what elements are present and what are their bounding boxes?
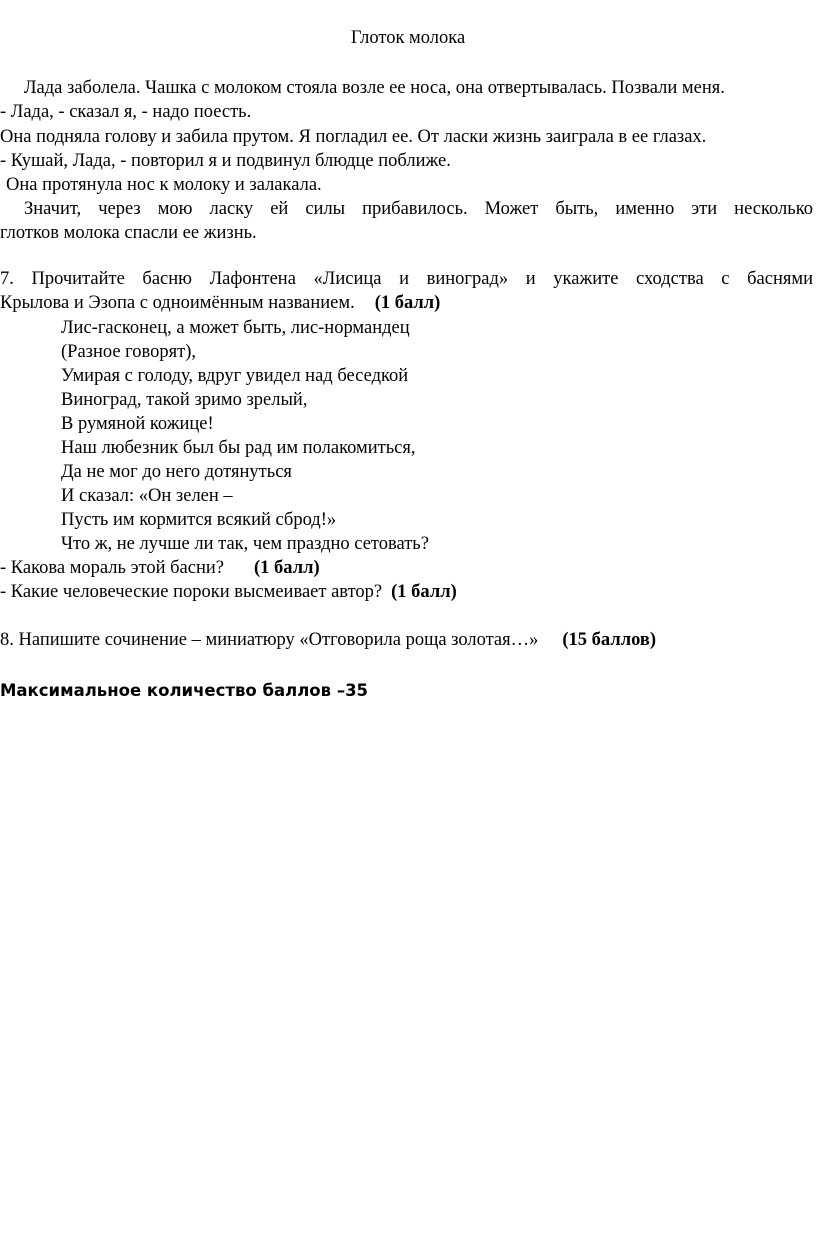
story-line-4: - Кушай, Лада, - повторил я и подвинул блюдце поближе.: [0, 151, 451, 171]
story-line-7: глотков молока спасли ее жизнь.: [0, 223, 257, 243]
question-1: [0, 557, 816, 579]
story-line-1: Лада заболела. Чашка с молоком стояла возле ее носа, она отвертывалась. Позвали меня.: [24, 78, 725, 98]
story-line-6: Значит, через мою ласку ей силы прибавилось. Может быть, именно эти несколько: [24, 199, 813, 219]
story-line-5: Она протянула нос к молоку и залакала.: [6, 175, 322, 195]
task8: [0, 629, 816, 651]
poem-line-4: Виноград, такой зримо зрелый,: [61, 390, 308, 410]
poem-line-6: Наш любезник был бы рад им полакомиться,: [61, 438, 416, 458]
poem-line-9: Пусть им кормится всякий сброд!»: [61, 510, 337, 530]
max-score: Максимальное количество баллов –35: [0, 681, 369, 700]
task8-points: (15 баллов): [562, 630, 657, 650]
poem-line-8: И сказал: «Он зелен –: [61, 486, 233, 506]
poem-line-1: Лис-гасконец, а может быть, лис-нормандец: [61, 318, 410, 338]
task7-line-1: 7. Прочитайте басню Лафонтена «Лисица и виноград» и укажите сходства с баснями: [0, 269, 813, 289]
question-1-text: - Какова мораль этой басни?: [0, 558, 224, 578]
story-line-2: - Лада, - сказал я, - надо поесть.: [0, 102, 252, 122]
poem-line-10: Что ж, не лучше ли так, чем праздно сетовать?: [61, 534, 429, 554]
question-2-text: - Какие человеческие пороки высмеивает автор?: [0, 582, 383, 602]
poem-line-2: (Разное говорят),: [61, 342, 197, 362]
task7-line-2-text: Крылова и Эзопа с одноимённым названием.: [0, 293, 355, 313]
task8-text: 8. Напишите сочинение – миниатюру «Отговорила роща золотая…»: [0, 630, 539, 650]
question-2: [0, 581, 816, 603]
question-1-points: (1 балл): [254, 558, 320, 578]
question-2-points: (1 балл): [391, 582, 457, 602]
task7-line-2: [0, 292, 816, 314]
poem-line-3: Умирая с голоду, вдруг увидел над беседкой: [61, 366, 409, 386]
poem-line-5: В румяной кожице!: [61, 414, 214, 434]
task7-points: (1 балл): [374, 293, 441, 313]
story-line-3: Она подняла голову и забила прутом. Я погладил ее. От ласки жизнь заиграла в ее глазах.: [0, 127, 707, 147]
poem-line-7: Да не мог до него дотянуться: [61, 462, 292, 482]
story-title: Глоток молока: [350, 28, 466, 48]
